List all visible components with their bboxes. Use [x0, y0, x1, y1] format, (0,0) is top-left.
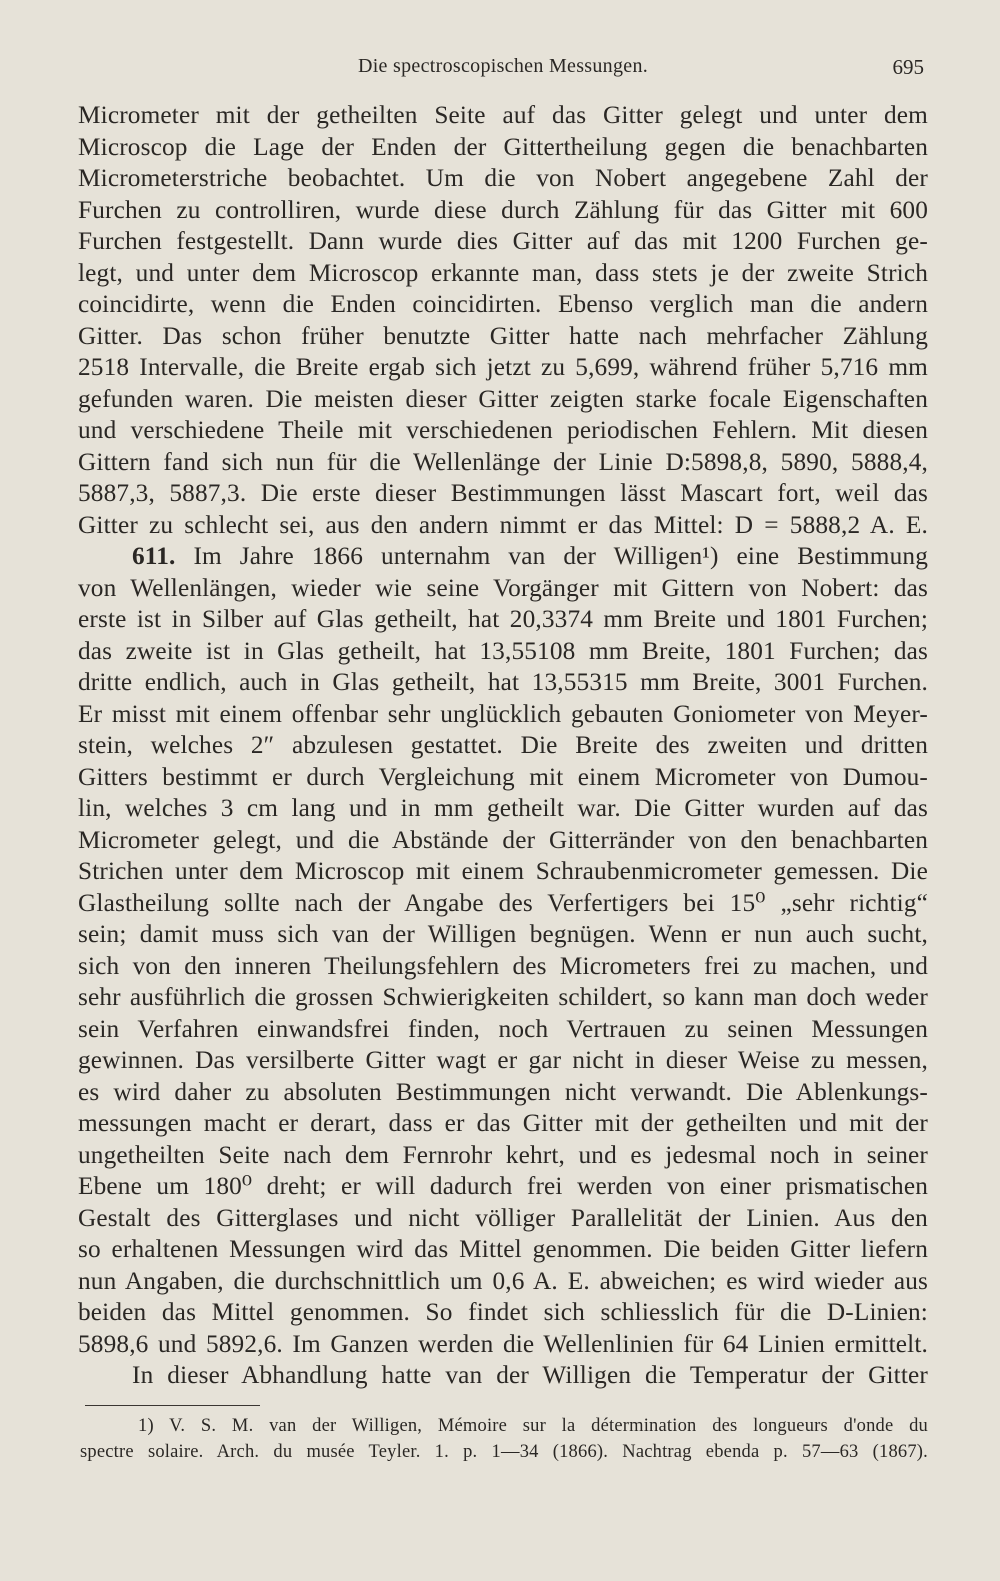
text-line: Furchen festgestellt. Dann wurde dies Gitter auf das mit 1200 Furchen ge-	[78, 227, 928, 255]
body-text	[78, 100, 928, 1392]
text-line: stein, welches 2″ abzulesen gestattet. Die Breite des zweiten und dritten	[78, 731, 928, 759]
text-line: sein Verfahren einwandsfrei finden, noch Vertrauen zu seinen Messungen	[78, 1014, 928, 1043]
text-line: messungen macht er derart, dass er das Gitter mit der getheilten und mit der	[78, 1109, 928, 1137]
page-header	[78, 55, 928, 87]
text-line: sich von den inneren Theilungsfehlern des Micrometers frei zu machen, und	[78, 951, 928, 980]
text-line: 2518 Intervalle, die Breite ergab sich jetzt zu 5,699, während früher 5,716 mm	[78, 353, 928, 381]
footnote-divider	[85, 1405, 260, 1406]
text-line: Glastheilung sollte nach der Angabe des Verfertigers bei 15⁰ „sehr richtig“	[78, 888, 928, 917]
running-title: Die spectroscopischen Messungen.	[357, 55, 649, 77]
text-line: lin, welches 3 cm lang und in mm getheilt war. Die Gitter wurden auf das	[78, 794, 928, 822]
text-line: es wird daher zu absoluten Bestimmungen nicht verwandt. Die Ablenkungs-	[78, 1077, 928, 1106]
text-line: gewinnen. Das versilberte Gitter wagt er gar nicht in dieser Weise zu messen,	[78, 1046, 928, 1074]
text-line: dritte endlich, auch in Glas getheilt, hat 13,55315 mm Breite, 3001 Furchen.	[78, 668, 928, 696]
text-line: 5898,6 und 5892,6. Im Ganzen werden die Wellenlinien für 64 Linien ermittelt.	[78, 1329, 928, 1358]
text-line: Furchen zu controlliren, wurde diese durch Zählung für das Gitter mit 600	[78, 195, 928, 224]
text-line: 5887,3, 5887,3. Die erste dieser Bestimmungen lässt Mascart fort, weil das	[78, 479, 928, 507]
section-first-line-text: Im Jahre 1866 unternahm van der Willigen¹) eine Bestimmung	[193, 542, 928, 570]
text-line: erste ist in Silber auf Glas getheilt, hat 20,3374 mm Breite und 1801 Furchen;	[78, 605, 928, 633]
text-line: Micrometer gelegt, und die Abstände der Gitterränder von den benachbarten	[78, 825, 928, 854]
text-line: beiden das Mittel genommen. So findet sich schliesslich für die D-Linien:	[78, 1298, 928, 1326]
page-number: 695	[892, 55, 924, 79]
text-line: coincidirte, wenn die Enden coincidirten. Ebenso verglich man die andern	[78, 290, 928, 318]
text-line: Gitter. Das schon früher benutzte Gitter hatte nach mehrfacher Zählung	[78, 321, 928, 350]
text-line: das zweite ist in Glas getheilt, hat 13,55108 mm Breite, 1801 Furchen; das	[78, 636, 928, 665]
text-line: nun Angaben, die durchschnittlich um 0,6 A. E. abweichen; es wird wieder aus	[78, 1266, 928, 1295]
text-line: Ebene um 180⁰ dreht; er will dadurch frei werden von einer prismatischen	[78, 1172, 928, 1200]
text-line: Gestalt des Gitterglases und nicht völliger Parallelität der Linien. Aus den	[78, 1203, 928, 1232]
text-line: Gittern fand sich nun für die Wellenlänge der Linie D:5898,8, 5890, 5888,4,	[78, 447, 928, 476]
footnote	[80, 1413, 928, 1465]
text-line: sehr ausführlich die grossen Schwierigkeiten schildert, so kann man doch weder	[78, 983, 928, 1011]
text-line: Gitter zu schlecht sei, aus den andern nimmt er das Mittel: D = 5888,2 A. E.	[78, 510, 928, 539]
text-line: Micrometerstriche beobachtet. Um die von Nobert angegebene Zahl der	[78, 164, 928, 192]
section-number: 611.	[132, 542, 176, 570]
text-line: Micrometer mit der getheilten Seite auf das Gitter gelegt und unter dem	[78, 101, 928, 129]
text-line: ungetheilten Seite nach dem Fernrohr kehrt, und es jedesmal noch in seiner	[78, 1140, 928, 1169]
text-line: Gitters bestimmt er durch Vergleichung mit einem Micrometer von Dumou-	[78, 762, 928, 791]
text-line: gefunden waren. Die meisten dieser Gitter zeigten starke focale Eigenschaften	[78, 384, 928, 413]
text-line: so erhaltenen Messungen wird das Mittel genommen. Die beiden Gitter liefern	[78, 1235, 928, 1263]
footnote-line: 1) V. S. M. van der Willigen, Mémoire sur la détermination des longueurs d'onde du	[138, 1416, 928, 1436]
footnote-line: spectre solaire. Arch. du musée Teyler. 1. p. 1—34 (1866). Nachtrag ebenda p. 57—63 (1867).	[80, 1442, 928, 1462]
text-line: Strichen unter dem Microscop mit einem Schraubenmicrometer gemessen. Die	[78, 857, 928, 885]
paragraph-start-line: In dieser Abhandlung hatte van der Willigen die Temperatur der Gitter	[132, 1361, 928, 1389]
text-line: legt, und unter dem Microscop erkannte man, dass stets je der zweite Strich	[78, 258, 928, 287]
section-start-line	[78, 541, 928, 573]
text-line: sein; damit muss sich van der Willigen begnügen. Wenn er nun auch sucht,	[78, 920, 928, 948]
text-line: und verschiedene Theile mit verschiedenen periodischen Fehlern. Mit diesen	[78, 416, 928, 444]
text-line: Microscop die Lage der Enden der Gittertheilung gegen die benachbarten	[78, 132, 928, 161]
text-line: von Wellenlängen, wieder wie seine Vorgänger mit Gittern von Nobert: das	[78, 573, 928, 602]
text-line: Er misst mit einem offenbar sehr unglücklich gebauten Goniometer von Meyer-	[78, 699, 928, 728]
